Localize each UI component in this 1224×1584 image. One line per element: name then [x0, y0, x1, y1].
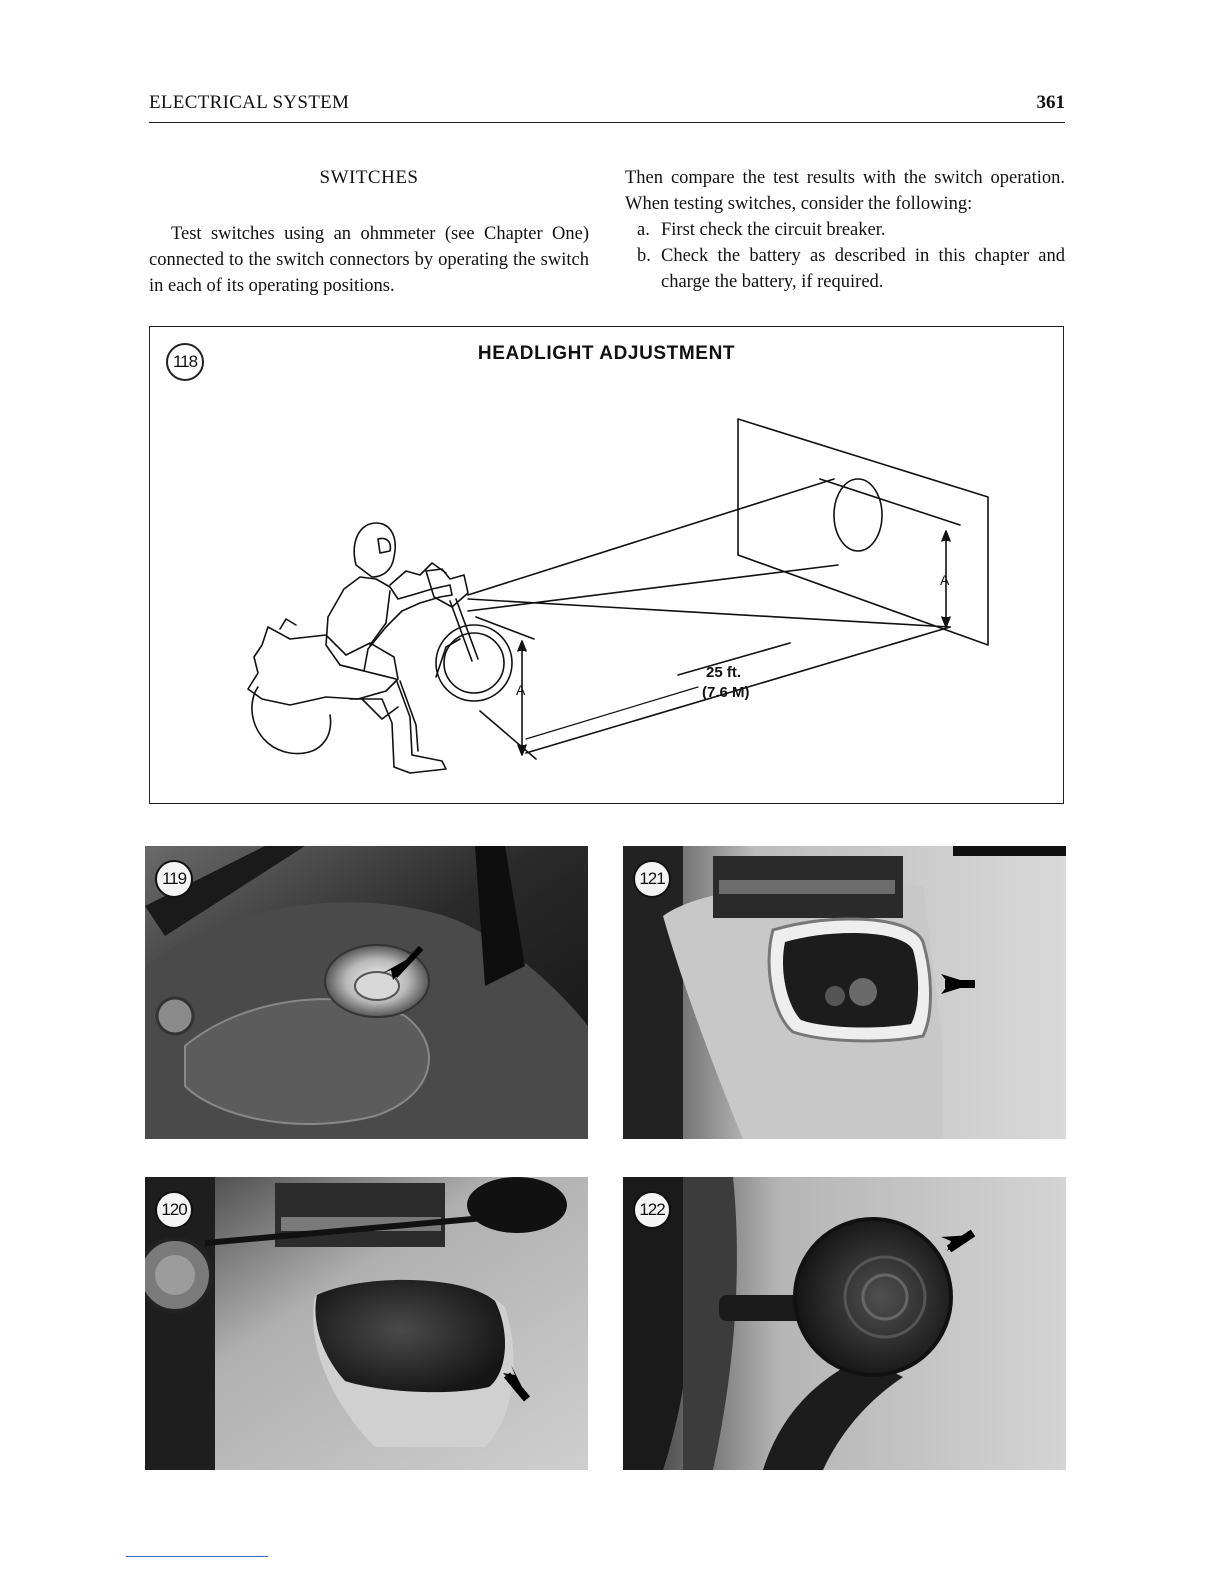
page-header — [149, 92, 1065, 123]
figure-number-badge: 119 — [155, 860, 193, 898]
figure-number-badge: 122 — [633, 1191, 671, 1229]
photo-119-fuel-tank — [145, 846, 588, 1139]
photo-image — [623, 846, 1066, 1139]
height-label-right: A — [940, 572, 950, 588]
list-text: Check the battery as described in this chapter and charge the battery, if required. — [661, 246, 1065, 292]
switches-list — [625, 217, 1065, 295]
list-marker: b. — [637, 246, 651, 266]
list-text: First check the circuit breaker. — [661, 220, 886, 240]
distance-label-ft: 25 ft. — [706, 664, 742, 681]
distance-label-m: (7.6 M) — [702, 684, 750, 701]
photo-image — [145, 846, 588, 1139]
photo-image — [145, 1177, 588, 1470]
headlight-adjustment-diagram — [150, 327, 1062, 803]
figure-number-badge: 118 — [166, 343, 204, 381]
section-title: ELECTRICAL SYSTEM — [149, 92, 350, 113]
figure-title: HEADLIGHT ADJUSTMENT — [477, 343, 736, 364]
figure-118-headlight-adjustment — [149, 326, 1064, 804]
photo-122-turn-signal-lens — [623, 1177, 1066, 1470]
height-label-left: A — [516, 682, 526, 698]
switches-paragraph: Test switches using an ohmmeter (see Chapter One) connected to the switch connectors by operating the switch in each of its operating positions. — [149, 224, 589, 296]
figure-number-badge: 121 — [633, 860, 671, 898]
list-item — [637, 217, 1065, 243]
page-number: 361 — [1036, 92, 1065, 113]
photo-image — [623, 1177, 1066, 1470]
figure-number-badge: 120 — [155, 1191, 193, 1229]
footer-rule — [126, 1556, 268, 1557]
switches-heading: SWITCHES — [319, 167, 419, 188]
list-marker: a. — [637, 220, 650, 240]
photo-120-tail-light-lens — [145, 1177, 588, 1470]
switches-continued: Then compare the test results with the switch operation. When testing switches, consider the following: — [625, 168, 1065, 214]
list-item — [637, 243, 1065, 295]
photo-121-tail-light-bulb — [623, 846, 1066, 1139]
left-column — [149, 165, 589, 299]
right-column — [625, 165, 1065, 295]
